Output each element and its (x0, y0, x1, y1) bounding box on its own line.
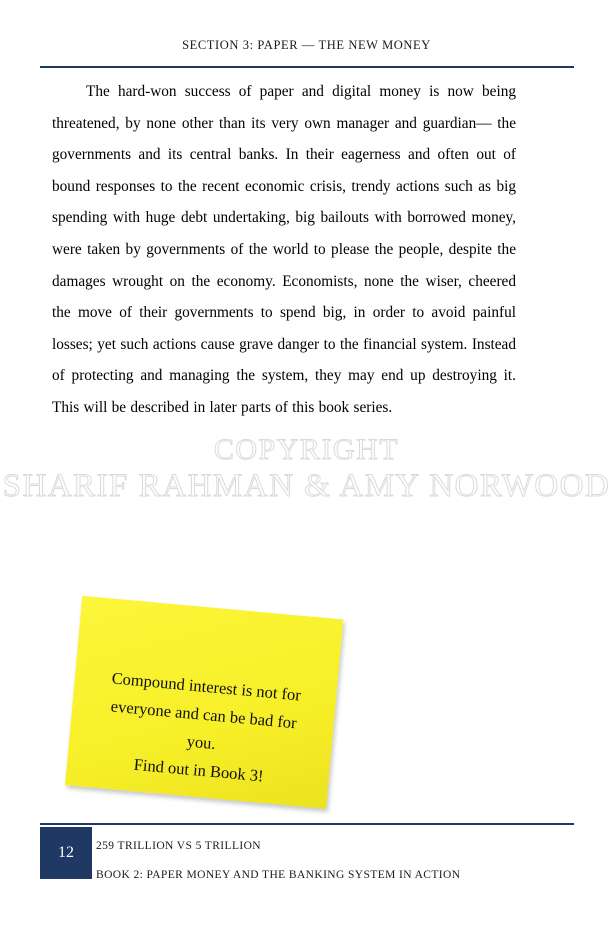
header-divider (40, 66, 574, 68)
footer-text-block (96, 832, 566, 890)
footer-line-1: 259 TRILLION VS 5 TRILLION (96, 840, 262, 852)
watermark-line-1: COPYRIGHT (213, 433, 400, 466)
sticky-note (75, 605, 365, 820)
copyright-watermark (0, 432, 613, 504)
sticky-note-line-2: everyone and can be bad for (110, 696, 298, 733)
watermark-line-2: SHARIF RAHMAN & AMY NORWOOD (2, 468, 611, 504)
page-header (40, 38, 573, 53)
sticky-note-line-1: Compound interest is not for (110, 668, 302, 705)
running-head: SECTION 3: PAPER — THE NEW MONEY (182, 38, 431, 52)
page-number: 12 (40, 827, 92, 879)
footer-line-2: BOOK 2: PAPER MONEY AND THE BANKING SYSTEM IN ACTION (96, 869, 461, 881)
sticky-note-text (87, 663, 318, 795)
sticky-note-line-4: Find out in Book 3! (133, 754, 265, 786)
sticky-note-line-3: you. (186, 731, 217, 754)
footer-divider (40, 823, 574, 825)
body-paragraph: The hard-won success of paper and digital money is now being threatened, by none other than its very own manager and guardian— the governments and its central banks. In their eagerness and often out of bound responses to the recent economic crisis, trendy actions such as big spending with huge debt undertaking, big bailouts with borrowed money, were taken by governments of the world to please the people, despite the damages wrought on the economy. Economists, none the wiser, cheered the move of their governments to spend big, in order to avoid painful losses; yet such actions cause grave danger to the financial system. Instead of protecting and managing the system, they may end up destroying it. This will be described in later parts of this book series. (52, 83, 516, 416)
body-text-block (52, 76, 516, 424)
